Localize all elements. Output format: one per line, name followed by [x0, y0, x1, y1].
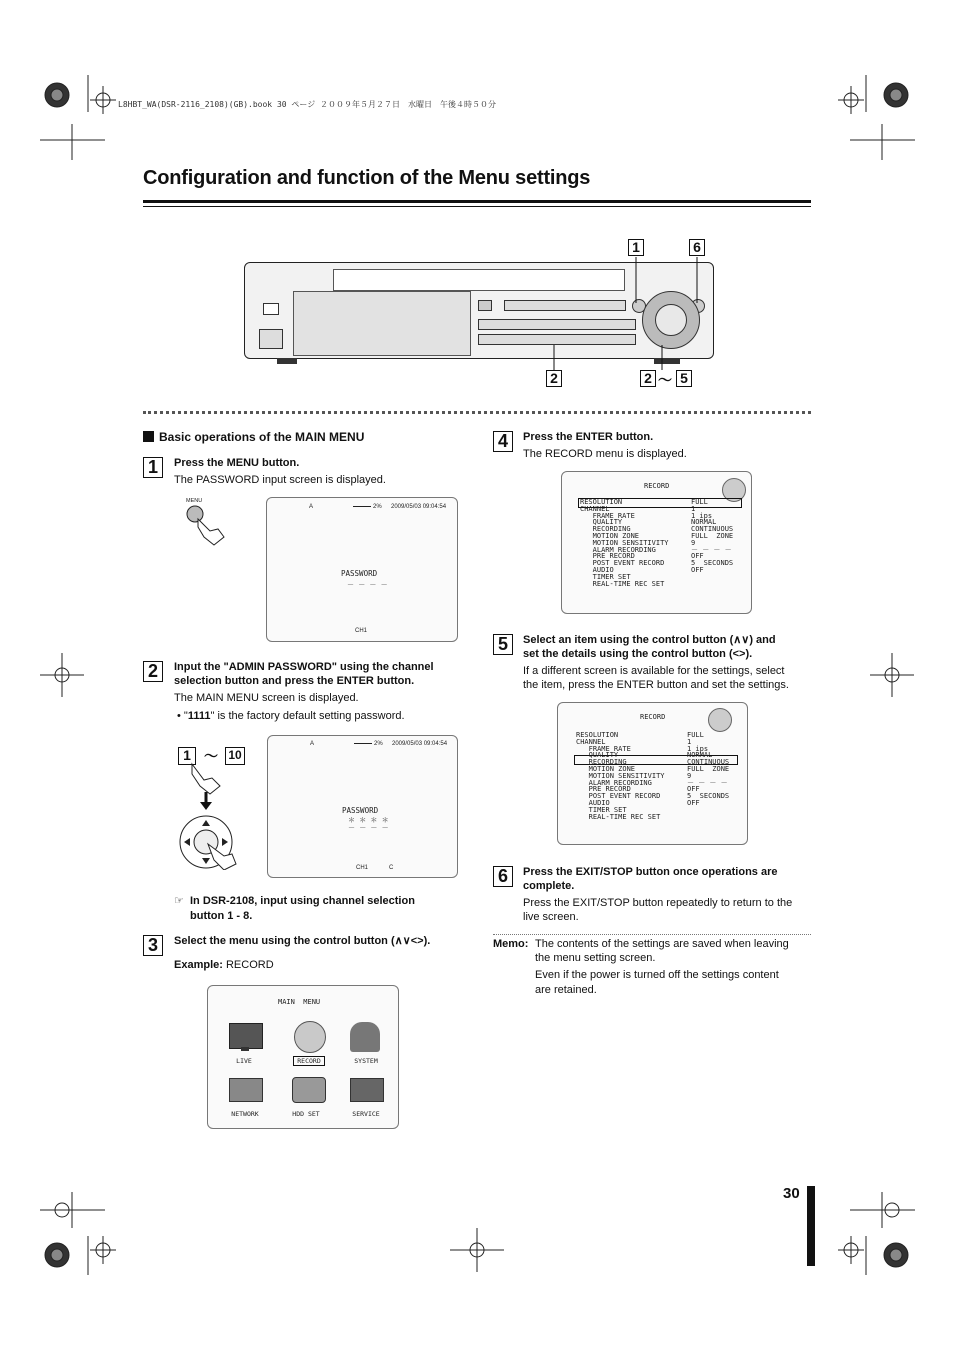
hdd-percent: 2%	[373, 504, 382, 510]
example-label: Example:	[174, 959, 223, 971]
menu-item-record[interactable]: RECORD	[293, 1056, 325, 1066]
step-6-heading-line2: complete.	[523, 880, 575, 892]
step-5-heading-line1: Select an item using the control button (∧∨) and	[523, 634, 776, 646]
section-square-bullet	[143, 431, 154, 442]
record-title: RECORD	[644, 482, 670, 490]
title-rule-thin	[143, 206, 811, 207]
callout-2-start: 2	[640, 370, 656, 387]
step-5-body-line2: the item, press the ENTER button and set the settings.	[523, 679, 789, 691]
finger-press-menu-icon	[184, 503, 228, 547]
callout-1: 1	[628, 239, 644, 256]
small-button[interactable]	[478, 300, 492, 311]
step-2-heading-line1: Input the "ADMIN PASSWORD" using the channel	[174, 661, 434, 673]
hdd-icon[interactable]	[292, 1077, 326, 1103]
section-heading: Basic operations of the MAIN MENU	[159, 430, 365, 444]
password-field[interactable]: － － － －	[347, 581, 388, 589]
page-title: Configuration and function of the Menu settings	[143, 167, 591, 189]
memo-divider	[493, 934, 811, 935]
menu-item-network[interactable]: NETWORK	[231, 1110, 259, 1118]
hdd-usage-bar	[354, 743, 372, 744]
step-5-heading-line2: set the details using the control button (<>).	[523, 648, 753, 660]
menu-item-live[interactable]: LIVE	[236, 1057, 252, 1065]
callout-2: 2	[546, 370, 562, 387]
finger-and-dial-icon	[178, 760, 248, 870]
hdd-percent: 2%	[374, 741, 383, 747]
step-2-number: 2	[143, 661, 163, 682]
device-foot-left	[277, 358, 297, 364]
step-4-number: 4	[493, 431, 513, 452]
title-rule-thick	[143, 200, 811, 203]
bullet-dot: •	[177, 710, 181, 722]
memo-line3: Even if the power is turned off the settings content	[535, 969, 779, 981]
channel-indicator: CH1	[355, 628, 368, 634]
mode-indicator: C	[389, 865, 394, 871]
example-value: RECORD	[225, 959, 274, 971]
record-item-labels[interactable]: RESOLUTION CHANNEL FRAME RATE QUALITY RECORDING MOTION ZONE MOTION SENSITIVITY ALARM RECORDING PRE RECORD POST EVENT RECORD AUDIO TIMER SET REAL-TIME REC SET	[580, 498, 669, 588]
step-6-body-line1: Press the EXIT/STOP button repeatedly to return to the	[523, 897, 793, 909]
monitor-stand	[241, 1047, 249, 1051]
step-5-body-line1: If a different screen is available for the settings, select	[523, 665, 785, 677]
record-disc-icon	[708, 708, 732, 732]
record-screen-1	[561, 471, 752, 614]
step-3-number: 3	[143, 935, 163, 956]
record-item-values[interactable]: FULL 1 1 ips NORMAL CONTINUOUS FULL ZONE 9 － － － － OFF 5 SECONDS OFF	[687, 731, 730, 807]
callout-tilde: 〜	[658, 372, 672, 388]
file-meta-header: L8HBT_WA(DSR-2116_2108)(GB).book 30 ページ ２００９年５月２７日 水曜日 午後４時５０分	[118, 100, 497, 109]
memo-line1: The contents of the settings are saved when leaving	[535, 938, 789, 950]
password-field[interactable]: － － － －	[348, 824, 389, 832]
page-number: 30	[783, 1185, 800, 1202]
channel-indicator: CH1	[356, 865, 369, 871]
step-6-number: 6	[493, 866, 513, 887]
memo-label: Memo:	[493, 938, 529, 950]
record-item-values[interactable]: FULL 1 1 ips NORMAL CONTINUOUS FULL ZONE 9 － － － － OFF 5 SECONDS OFF	[691, 498, 734, 574]
system-worker-icon[interactable]	[350, 1022, 380, 1052]
menu-item-system[interactable]: SYSTEM	[354, 1057, 378, 1065]
note-line2: button 1 - 8.	[190, 910, 253, 922]
hdd-usage-bar	[353, 506, 371, 507]
step-1-heading: Press the MENU button.	[174, 457, 300, 469]
datetime: 2009/05/03 09:04:54	[392, 741, 448, 747]
menu-item-hdd-set[interactable]: HDD SET	[292, 1110, 320, 1118]
section-divider-dotted	[143, 411, 811, 414]
key-tilde: 〜	[204, 748, 218, 764]
step-6-body-line2: live screen.	[523, 911, 579, 923]
main-menu-title: MAIN MENU	[278, 998, 321, 1006]
memo-line4: are retained.	[535, 984, 597, 996]
record-title: RECORD	[640, 713, 666, 721]
main-menu-screen	[207, 985, 399, 1129]
bullet-pre: "	[183, 710, 188, 722]
record-disc-icon[interactable]	[294, 1021, 326, 1053]
bullet-post: " is the factory default setting password.	[210, 710, 405, 722]
step-1-number: 1	[143, 457, 163, 478]
menu-button-label: MENU	[186, 498, 203, 504]
step-4-body: The RECORD menu is displayed.	[523, 448, 687, 460]
step-1-body: The PASSWORD input screen is displayed.	[174, 474, 386, 486]
memo-line2: the menu setting screen.	[535, 952, 656, 964]
menu-item-service[interactable]: SERVICE	[352, 1110, 380, 1118]
note-line1: In DSR-2108, input using channel selection	[190, 895, 415, 907]
step-3-example	[174, 958, 274, 972]
record-screen-2	[557, 702, 748, 845]
status-icons: A	[309, 504, 314, 510]
password-title: PASSWORD	[342, 806, 379, 815]
bullet-password: 1111	[187, 710, 211, 722]
callout-6: 6	[689, 239, 705, 256]
note-icon: ☞	[174, 895, 184, 907]
step-2-body: The MAIN MENU screen is displayed.	[174, 692, 359, 704]
status-icons: A	[310, 741, 315, 747]
callout-5-end: 5	[676, 370, 692, 387]
power-button[interactable]	[263, 303, 279, 315]
step-2-heading-line2: selection button and press the ENTER button.	[174, 675, 415, 687]
step-6-heading-line1: Press the EXIT/STOP button once operations are	[523, 866, 778, 878]
page-tab-bar	[807, 1186, 815, 1266]
password-screen-1	[266, 497, 458, 642]
key-1: 1	[178, 747, 196, 765]
key-10: 10	[225, 747, 245, 765]
disk-bay-door	[293, 291, 471, 356]
live-monitor-icon[interactable]	[229, 1023, 263, 1049]
usb-port	[259, 329, 283, 349]
password-title: PASSWORD	[341, 569, 378, 578]
network-icon[interactable]	[229, 1078, 263, 1102]
password-screen-2	[267, 735, 458, 878]
record-item-labels[interactable]: RESOLUTION CHANNEL FRAME RATE QUALITY RECORDING MOTION ZONE MOTION SENSITIVITY ALARM RECORDING PRE RECORD POST EVENT RECORD AUDIO TIMER SET REAL-TIME REC SET	[576, 731, 665, 821]
datetime: 2009/05/03 09:04:54	[391, 504, 447, 510]
callout-lines	[540, 255, 710, 375]
step-2-bullet	[177, 709, 405, 723]
service-icon[interactable]	[350, 1078, 384, 1102]
step-3-heading: Select the menu using the control button (∧∨<>).	[174, 935, 431, 947]
step-5-number: 5	[493, 634, 513, 655]
password-entered: ＊ ＊ ＊ ＊	[348, 816, 389, 824]
step-4-heading: Press the ENTER button.	[523, 431, 654, 443]
